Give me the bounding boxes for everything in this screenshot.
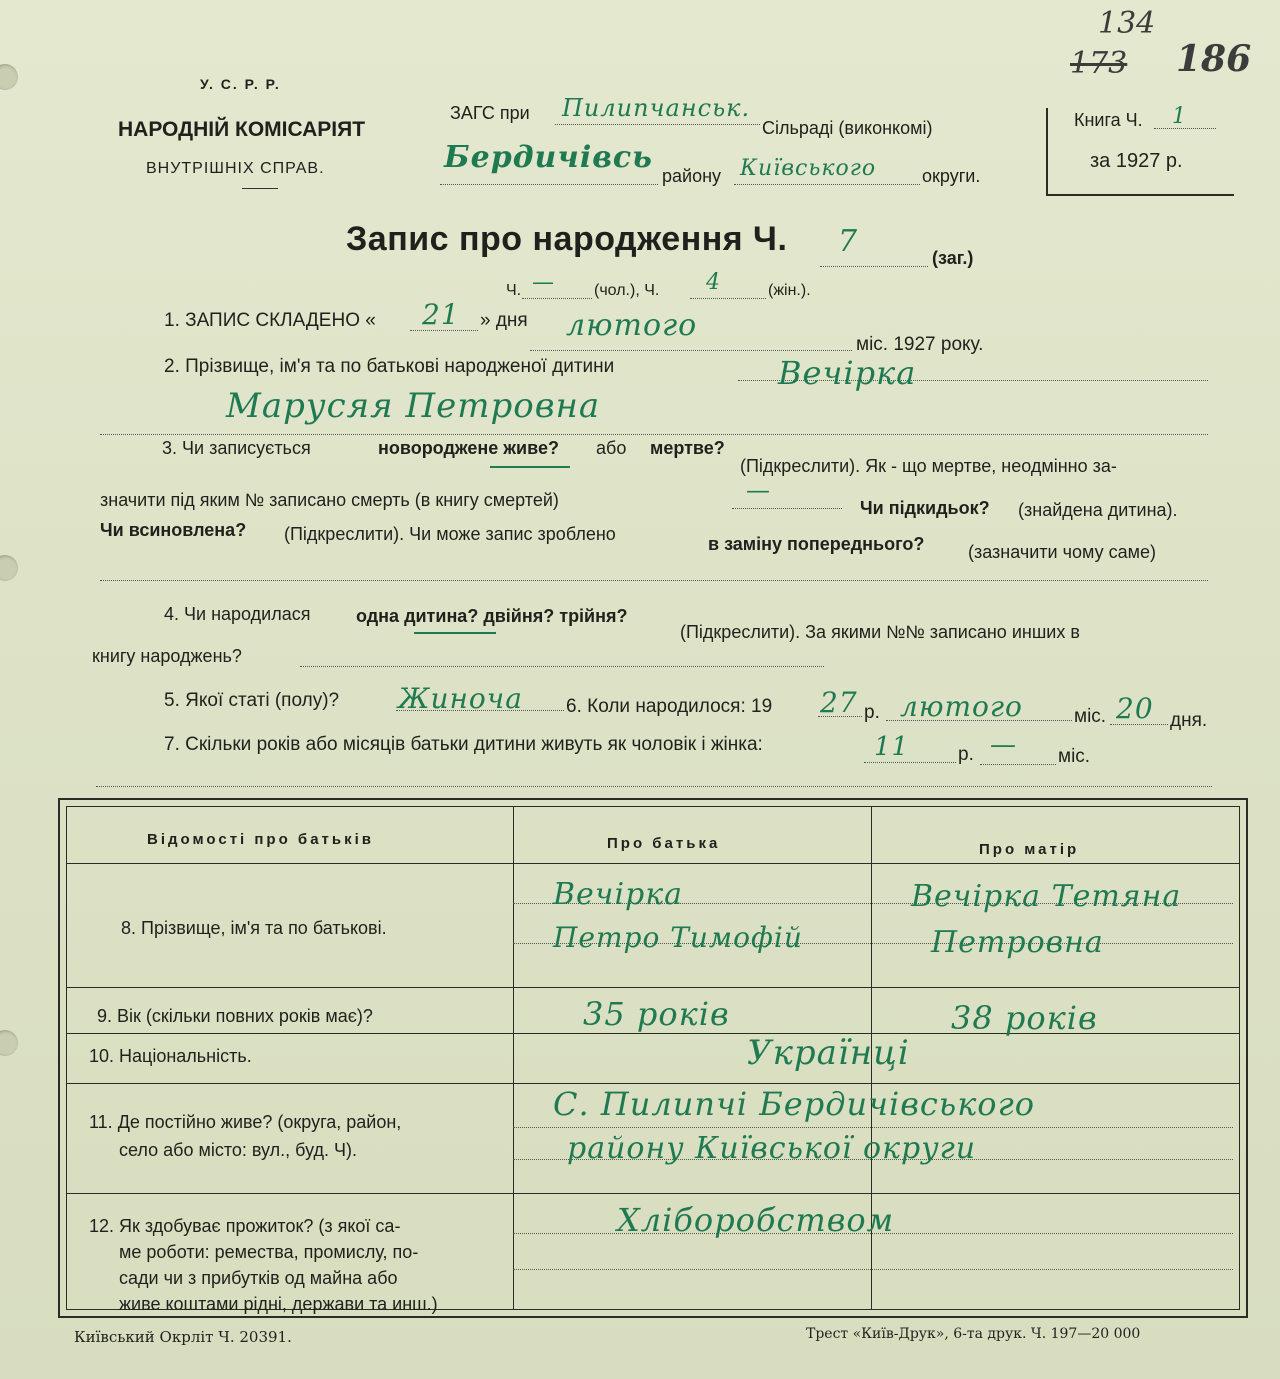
line4-one-underline — [414, 632, 496, 634]
binder-hole — [0, 64, 18, 90]
table-header-father: Про батька — [607, 835, 721, 852]
book-year: за 1927 р. — [1090, 150, 1183, 172]
row10-label: 10. Національність. — [89, 1046, 252, 1066]
table-row-divider — [67, 863, 1239, 864]
line7-years-suffix: р. — [958, 744, 974, 765]
archive-number-struck: 173 — [1070, 46, 1128, 81]
line3-reason-line — [100, 580, 1208, 581]
record-title: Запис про народження Ч. — [346, 220, 788, 258]
line3-death-line — [732, 508, 842, 509]
line2-name-line — [100, 434, 1208, 435]
line1-day-value: 21 — [422, 298, 460, 331]
line1-month-line — [530, 350, 852, 351]
table-row-divider — [67, 987, 1239, 988]
line3-note: (Підкреслити). Як - що мертве, неодмінно за- — [740, 456, 1117, 476]
parents-table — [58, 798, 1248, 1318]
line6-year-value: 27 — [820, 686, 858, 719]
female-count-line — [690, 298, 766, 299]
line3-death-value: — — [746, 476, 771, 504]
line3-adopted-option: Чи всиновлена? — [100, 520, 247, 540]
line3-underline-note: (Підкреслити). Чи може запис зроблено — [284, 524, 616, 544]
row12-label-line2: ме роботи: ремества, промислу, по- — [119, 1242, 419, 1262]
zags-village-field-line — [555, 124, 760, 125]
archive-number-top: 134 — [1098, 6, 1156, 41]
commissariat-label: НАРОДНІЙ КОМІСАРІЯТ — [118, 118, 366, 141]
line3-alive-underline — [490, 466, 570, 468]
line7-months-suffix: міс. — [1058, 746, 1091, 767]
okrug-value: Київського — [740, 156, 877, 181]
row12-label-line1: 12. Як здобуває прожиток? (з якої са- — [89, 1216, 401, 1236]
male-label: (чол.), Ч. — [594, 282, 660, 299]
line5-sex-value: Жиноча — [398, 682, 523, 715]
district-field-line — [440, 184, 658, 185]
line3-alive-option: новороджене живе? — [378, 438, 559, 458]
row8-father-surname: Вечірка — [553, 877, 684, 912]
line4-note: (Підкреслити). За якими №№ записано инших в — [680, 622, 1080, 642]
female-count-value: 4 — [706, 270, 721, 295]
table-header-mother: Про матір — [979, 841, 1080, 858]
male-count-line — [522, 298, 592, 299]
line4-book-label: книгу народжень? — [92, 646, 242, 666]
record-suffix: (заг.) — [932, 248, 974, 268]
binder-hole — [0, 1030, 18, 1056]
line5-label: 5. Якої статі (полу)? — [164, 690, 340, 711]
archive-number-right: 186 — [1176, 38, 1252, 80]
row8-father-name: Петро Тимофій — [553, 921, 803, 954]
line3-foundling-note: (знайдена дитина). — [1018, 500, 1178, 520]
book-label: Книга Ч. — [1074, 110, 1143, 130]
zags-label: ЗАГС при — [450, 103, 530, 123]
ch-label: Ч. — [506, 282, 522, 299]
table-row-divider — [67, 1083, 1239, 1084]
male-count-value: — — [532, 270, 555, 295]
line6-day-suffix: дня. — [1170, 710, 1208, 731]
line3-reason-note: (зазначити чому саме) — [968, 542, 1156, 562]
header-divider — [242, 188, 278, 189]
line3-death-label: значити під яким № записано смерть (в книгу смертей) — [100, 490, 559, 510]
council-label: Сільраді (виконкомі) — [762, 118, 933, 138]
row12-label-line4: живе коштами рідні, держави та инш.) — [119, 1294, 438, 1314]
record-number-line — [820, 266, 928, 267]
table-writing-line — [513, 1269, 1233, 1270]
row11-residence-line1: С. Пилипчі Бердичівського — [553, 1085, 1035, 1123]
footer-right: Трест «Київ-Друк», 6-та друк. Ч. 197—20 000 — [806, 1326, 1141, 1342]
line1-year-label: міс. 1927 року. — [856, 334, 984, 355]
line7-months-line — [980, 764, 1056, 765]
line7-years-line — [864, 762, 956, 763]
row8-mother-surname: Вечірка Тетяна — [911, 879, 1182, 914]
table-writing-line — [513, 1127, 1233, 1128]
row8-label: 8. Прізвище, ім'я та по батькові. — [121, 918, 387, 938]
row11-label-line2: село або місто: вул., буд. Ч). — [119, 1140, 357, 1160]
line6-day-value: 20 — [1116, 692, 1154, 725]
zags-village-value: Пилипчанськ. — [562, 94, 751, 122]
parents-table-inner — [66, 806, 1240, 1314]
female-label: (жін.). — [768, 282, 811, 299]
row12-occupation: Хліборобством — [617, 1201, 895, 1239]
district-label: району — [662, 166, 722, 186]
line6-month-value: лютого — [900, 690, 1023, 723]
line6-month-suffix: міс. — [1074, 706, 1107, 727]
line3-or: або — [596, 438, 627, 458]
line7-extra-line — [96, 786, 1212, 787]
line4-label: 4. Чи народилася — [164, 604, 311, 624]
department-label: ВНУТРІШНІХ СПРАВ. — [146, 160, 325, 177]
line1-month-value: лютого — [566, 308, 698, 343]
row9-father-age: 35 років — [583, 995, 730, 1033]
line2-surname-value: Вечірка — [778, 354, 917, 392]
record-number-value: 7 — [838, 224, 859, 259]
line7-years-value: 11 — [874, 732, 910, 762]
book-number-value: 1 — [1172, 104, 1187, 129]
table-row-divider — [67, 1193, 1239, 1194]
row8-mother-name: Петровна — [931, 925, 1104, 960]
okrug-field-line — [734, 184, 920, 185]
line4-book-line — [300, 666, 824, 667]
line7-label: 7. Скільки років або місяців батьки дитини живуть як чоловік і жінка: — [164, 734, 763, 755]
line3-foundling-option: Чи підкидьок? — [860, 498, 990, 518]
line7-months-value: — — [990, 730, 1017, 760]
line1-day-label: » дня — [480, 310, 528, 331]
line4-options: одна дитина? двійня? трійня? — [356, 606, 628, 626]
line6-label: 6. Коли народилося: 19 — [566, 696, 773, 717]
line2-name-value: Марусяя Петровна — [226, 386, 601, 426]
line6-year-suffix: р. — [864, 702, 880, 723]
okrug-label: округи. — [922, 166, 981, 186]
table-header-info: Відомості про батьків — [147, 831, 374, 848]
line3-label: 3. Чи записується — [162, 438, 311, 458]
row11-label-line1: 11. Де постійно живе? (округа, район, — [89, 1112, 402, 1132]
ussr-label: У. С. Р. Р. — [200, 76, 281, 92]
line3-dead-option: мертве? — [650, 438, 725, 458]
line1-label: 1. ЗАПИС СКЛАДЕНО « — [164, 310, 376, 331]
row12-label-line3: сади чи з прибутків од майна або — [119, 1268, 398, 1288]
line2-label: 2. Прізвище, ім'я та по батькові народженої дитини — [164, 356, 615, 377]
row9-label: 9. Вік (скільки повних років має)? — [97, 1006, 373, 1026]
binder-hole — [0, 555, 18, 581]
footer-left: Київський Окрліт Ч. 20391. — [74, 1328, 292, 1346]
line3-replacement-option: в заміну попереднього? — [708, 534, 925, 554]
row10-nationality: Українці — [747, 1033, 910, 1073]
row11-residence-line2: району Київської округи — [567, 1131, 977, 1166]
district-value: Бердичівсь — [444, 140, 653, 175]
row9-mother-age: 38 років — [951, 999, 1098, 1037]
